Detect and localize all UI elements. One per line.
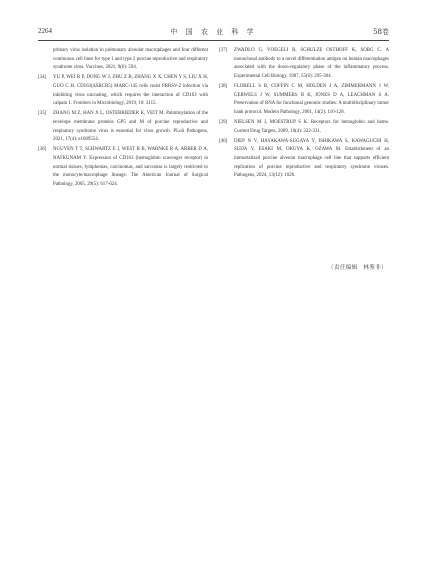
header-rule: [38, 40, 389, 41]
reference-text: NIELSEN M J, MOESTRUP S K. Receptors for hemoglobin and heme. Current Drug Targets, 2009, 10(4): 322-331.: [234, 120, 389, 134]
reference-number: [35]: [38, 111, 47, 117]
reference-item: [219, 83, 389, 118]
reference-text: YU P, WEI R P, DONG W J, ZHU Z B, ZHANG X X, CHEN Y S, LIU X H, GUO C H. CD163(ΔSRCR5) MARC-145 cells resist PRRSV-2 infection via inhibiting virus uncoating, which requires the interaction of CD163 with calpain 1. Frontiers in Microbiology, 2019, 10: 3115.: [53, 75, 208, 107]
reference-text: FLORELL S R, COFFIN C M, HOLDEN J A, ZIMMERMANN J W, GERWELS J W, SUMMERS B K, JONES D A, LEACHMAN S A. Preservation of RNA for functional genomic studies: A multidisciplinary tumor bank protocol. Modern Pathology, 2001, 14(2): 116-128.: [234, 84, 389, 116]
reference-text: NGUYEN T T, SCHWARTZ E J, WEST R B, WARNKE R A, ARBER D A, NATKUNAM Y. Expression of CD163 (hemoglobin scavenger receptor) in normal tissues, lymphomas, carcinomas, and sarcomas is largely restricted to the monocyte/macrophage lineage. The American Journal of Surgical Pathology, 2005, 29(5): 617-624.: [53, 147, 208, 188]
reference-text: ZHANG M Z, HAN X L, OSTERRIEDER K, VEIT M. Palmitoylation of the envelope membrane proteins GP5 and M of porcine reproductive and respiratory syndrome virus is essential for virus growth. PLoS Pathogens, 2021, 17(4): e1009554.: [53, 111, 208, 143]
reference-number: [40]: [219, 138, 228, 144]
reference-item: [38, 47, 208, 73]
page-number: 2264: [38, 27, 52, 35]
journal-title: 中 国 农 业 科 学: [170, 28, 257, 36]
reference-number: [37]: [219, 48, 228, 53]
reference-item: [38, 110, 208, 145]
reference-text: ZWADLO G, VOEGELI R, SCHULZE OSTHOFF K, SORG C. A monoclonal antibody to a novel differentiation antigen on human macrophages associated with the down-regulatory phase of the inflammatory process. Experimental Cell Biology, 1987, 55(6): 295-304.: [234, 48, 389, 80]
reference-text: DIEP N V, HAYAKAWA-SUGAYA Y, ISHIKAWA S, KAWAGUCHI H, SUDA Y, ESAKI M, OKUYA K, OZAWA M. Establishment of an immortalized porcine alveolar macrophage cell line that supports efficient replication of porcine reproductive and respiratory syndrome viruses. Pathogens, 2024, 13(12): 1026.: [234, 138, 389, 179]
reference-item: [219, 119, 389, 136]
editor-credit: （责任编辑 林鉴非）: [328, 265, 387, 271]
reference-item: [219, 138, 389, 182]
reference-item: [219, 47, 389, 82]
reference-number: [36]: [38, 147, 47, 153]
reference-item: [38, 74, 208, 109]
reference-number: [34]: [38, 75, 47, 81]
reference-number: [39]: [219, 120, 228, 125]
left-column: [38, 47, 208, 191]
running-header: [38, 27, 389, 39]
volume-label: 58卷: [373, 28, 389, 36]
reference-number: [38]: [219, 84, 228, 89]
reference-text: primary virus isolation in pulmonary alveolar macrophages and four different continuous cell lines for type 1 and type 2 porcine reproductive and respiratory syndrome virus. Vaccines, 2021, 9(6): 594.: [53, 48, 208, 71]
right-column: [219, 47, 389, 182]
reference-item: [38, 146, 208, 190]
